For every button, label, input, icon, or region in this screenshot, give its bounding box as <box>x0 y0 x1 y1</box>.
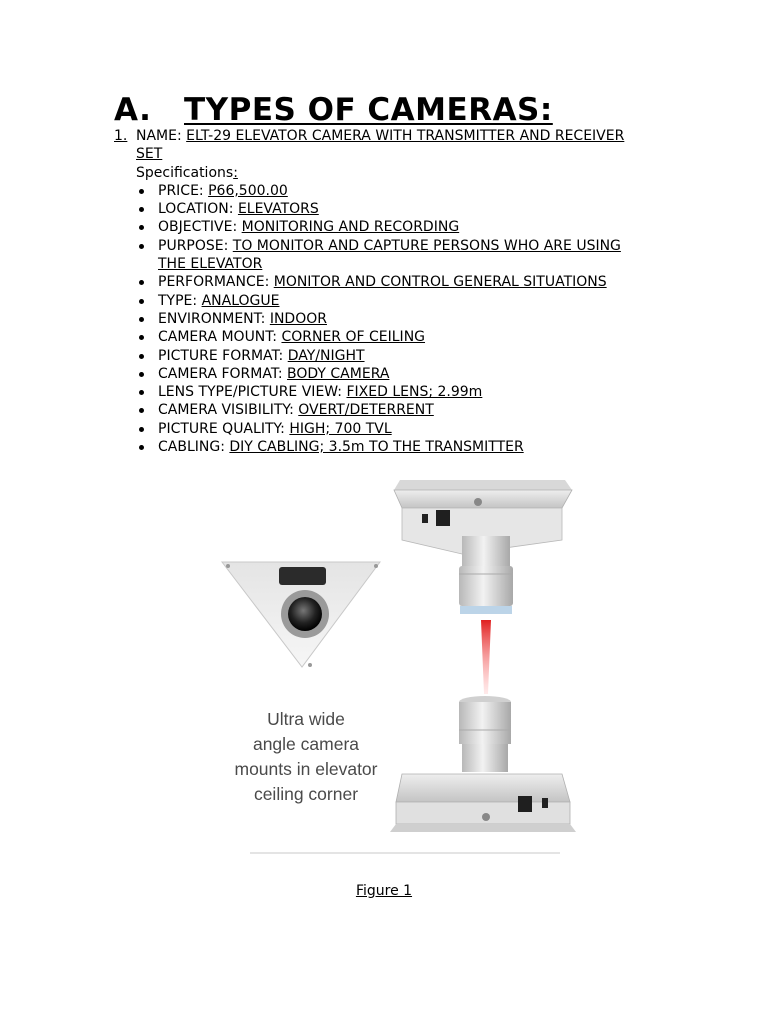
section-title: TYPES OF CAMERAS: <box>184 92 553 128</box>
spec-objective: OBJECTIVE: MONITORING AND RECORDING <box>136 218 714 236</box>
image-text-line-3: mounts in elevator <box>234 759 378 779</box>
receiver-unit-icon <box>390 696 576 832</box>
spec-purpose: PURPOSE: TO MONITOR AND CAPTURE PERSONS WHO ARE USING THE ELEVATOR <box>136 237 714 274</box>
camera-item <box>114 127 714 456</box>
image-text-line-1: Ultra wide <box>267 709 345 729</box>
spec-picture-quality: PICTURE QUALITY: HIGH; 700 TVL <box>136 420 714 438</box>
item-name-value-cont: SET <box>136 146 163 163</box>
spec-price: PRICE: P66,500.00 <box>136 182 714 200</box>
signal-beam <box>481 620 491 694</box>
item-name <box>136 127 714 164</box>
section-heading <box>114 92 553 128</box>
image-caption-text <box>235 709 378 804</box>
spec-type: TYPE: ANALOGUE <box>136 292 714 310</box>
figure-caption: Figure 1 <box>355 883 413 899</box>
spec-cabling: CABLING: DIY CABLING; 3.5m TO THE TRANSMITTER <box>136 438 714 456</box>
image-text-line-2: angle camera <box>252 734 360 754</box>
spec-camera-mount: CAMERA MOUNT: CORNER OF CEILING <box>136 328 714 346</box>
image-text-line-4: ceiling corner <box>253 784 359 804</box>
specifications-list <box>136 182 714 456</box>
item-name-value: ELT-29 ELEVATOR CAMERA WITH TRANSMITTER AND RECEIVER <box>186 128 625 144</box>
spec-performance: PERFORMANCE: MONITOR AND CONTROL GENERAL SITUATIONS <box>136 273 714 291</box>
spec-picture-format: PICTURE FORMAT: DAY/NIGHT <box>136 347 714 365</box>
specifications-label: Specifications: <box>136 164 238 181</box>
section-letter: A. <box>114 92 152 128</box>
spec-camera-visibility: CAMERA VISIBILITY: OVERT/DETERRENT <box>136 401 714 419</box>
spec-camera-format: CAMERA FORMAT: BODY CAMERA <box>136 365 714 383</box>
camera-product-image <box>210 462 580 862</box>
spec-lens-type: LENS TYPE/PICTURE VIEW: FIXED LENS; 2.99m <box>136 383 714 401</box>
item-name-label: NAME: <box>136 128 187 144</box>
spec-location: LOCATION: ELEVATORS <box>136 200 714 218</box>
transmitter-unit-icon <box>394 480 572 614</box>
item-number: 1. <box>114 128 128 144</box>
corner-camera-icon <box>222 562 380 667</box>
spec-environment: ENVIRONMENT: INDOOR <box>136 310 714 328</box>
